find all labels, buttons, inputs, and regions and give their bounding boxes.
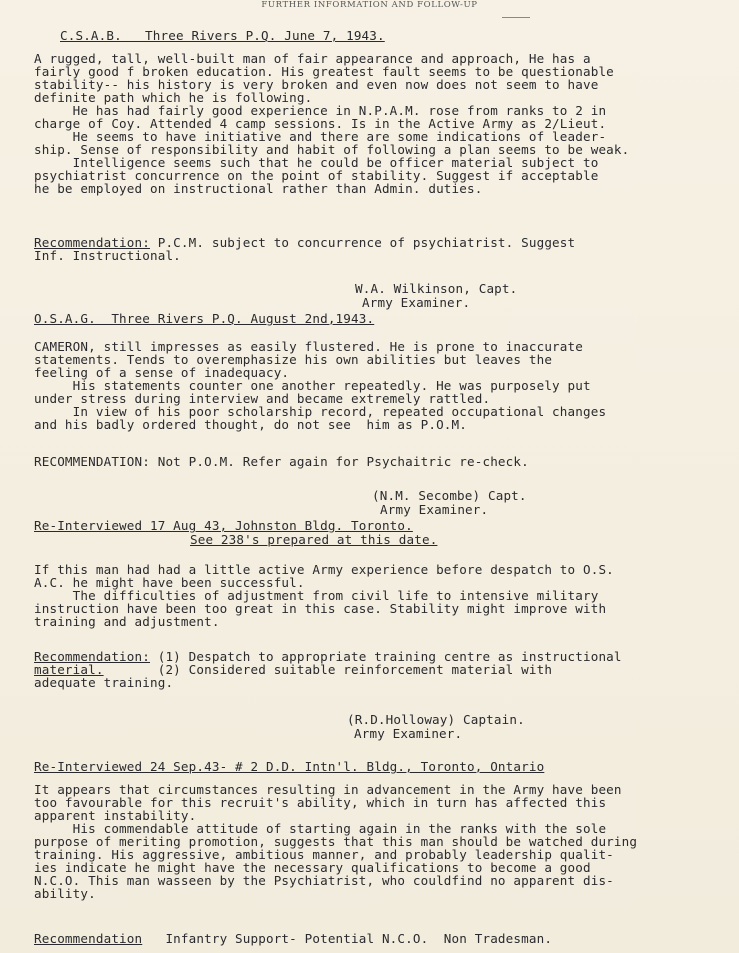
section1-rec-label: Recommendation: bbox=[34, 235, 150, 250]
section3-signature-title: Army Examiner. bbox=[354, 726, 463, 741]
section3-rec-line-3: adequate training. bbox=[34, 675, 174, 690]
section1-line-10: psychiatrist concurrence on the point of stability. Suggest if acceptable bbox=[34, 168, 599, 183]
section4-recommendation bbox=[34, 932, 552, 945]
section4-heading: Re-Interviewed 24 Sep.43- # 2 D.D. Intn'l. Bldg., Toronto, Ontario bbox=[34, 759, 545, 774]
section1-line-1: A rugged, tall, well-built man of fair appearance and approach, He has a bbox=[34, 51, 591, 66]
section2-line-7: and his badly ordered thought, do not see him as P.O.M. bbox=[34, 417, 467, 432]
section1-line-4: definite path which he is following. bbox=[34, 90, 313, 105]
section1-line-9: Intelligence seems such that he could be officer material subject to bbox=[34, 155, 599, 170]
section2-line-6: In view of his poor scholarship record, repeated occupational changes bbox=[34, 404, 607, 419]
section1-line-11: he be employed on instructional rather than Admin. duties. bbox=[34, 181, 483, 196]
page-header: FURTHER INFORMATION AND FOLLOW-UP bbox=[261, 0, 478, 10]
section3-heading: Re-Interviewed 17 Aug 43, Johnston Bldg. Toronto. bbox=[34, 518, 413, 533]
section2-signature-title: Army Examiner. bbox=[380, 502, 489, 517]
section4-line-3: apparent instability. bbox=[34, 808, 197, 823]
section1-line-5: He has had fairly good experience in N.P.A.M. rose from ranks to 2 in bbox=[34, 103, 607, 118]
section2-line-4: His statements counter one another repeatedly. He was purposely put bbox=[34, 378, 591, 393]
section1-line-2: fairly good f broken education. His greatest fault seems to be questionable bbox=[34, 64, 614, 79]
section1-signature-name: W.A. Wilkinson, Capt. bbox=[355, 281, 518, 296]
section3-line-2: A.C. he might have been successful. bbox=[34, 575, 305, 590]
section4-line-2: too favourable for this recruit's ability, which in turn has affected this bbox=[34, 795, 607, 810]
section4-line-6: training. His aggressive, ambitious manner, and probably leadership qualit- bbox=[34, 847, 614, 862]
section1-signature-title: Army Examiner. bbox=[362, 295, 471, 310]
section4-line-1: It appears that circumstances resulting in advancement in the Army have been bbox=[34, 782, 622, 797]
section3-line-1: If this man had had a little active Army experience before despatch to O.S. bbox=[34, 562, 614, 577]
section4-rec-text: Infantry Support- Potential N.C.O. Non Tradesman. bbox=[142, 931, 553, 946]
section1-rec-text: P.C.M. subject to concurrence of psychiatrist. Suggest bbox=[149, 235, 576, 250]
section3-rec-text-1: (1) Despatch to appropriate training centre as instructional bbox=[149, 649, 622, 664]
section2-line-5: under stress during interview and became extremely rattled. bbox=[34, 391, 491, 406]
section1-rec-line-2: Inf. Instructional. bbox=[34, 248, 181, 263]
section3-signature-name: (R.D.Holloway) Captain. bbox=[347, 712, 525, 727]
section4-line-5: purpose of meriting promotion, suggests that this man should be watched during bbox=[34, 834, 638, 849]
section4-line-7: ies indicate he might have the necessary qualifications to become a good bbox=[34, 860, 591, 875]
section3-subheading: See 238's prepared at this date. bbox=[190, 532, 438, 547]
section3-rec-label: Recommendation: bbox=[34, 649, 150, 664]
section2-recommendation: RECOMMENDATION: Not P.O.M. Refer again for Psychaitric re-check. bbox=[34, 454, 529, 469]
section3-rec-text-2: (2) Considered suitable reinforcement material with bbox=[103, 662, 553, 677]
section1-heading: C.S.A.B. Three Rivers P.Q. June 7, 1943. bbox=[60, 28, 385, 43]
section1-line-7: He seems to have initiative and there are some indications of leader- bbox=[34, 129, 607, 144]
section1-line-6: charge of Coy. Attended 4 camp sessions. Is in the Active Army as 2/Lieut. bbox=[34, 116, 607, 131]
section1-line-8: ship. Sense of responsibility and habit of following a plan seems to be weak. bbox=[34, 142, 630, 157]
section2-line-1: CAMERON, still impresses as easily flustered. He is prone to inaccurate bbox=[34, 339, 583, 354]
section4-line-8: N.C.O. This man wasseen by the Psychiatrist, who couldfind no apparent dis- bbox=[34, 873, 614, 888]
section3-rec-label-2: material. bbox=[34, 662, 104, 677]
section4-rec-label: Recommendation bbox=[34, 931, 143, 946]
section4-line-4: His commendable attitude of starting again in the ranks with the sole bbox=[34, 821, 607, 836]
section3-line-4: instruction have been too great in this case. Stability might improve with bbox=[34, 601, 607, 616]
section2-signature-name: (N.M. Secombe) Capt. bbox=[372, 488, 527, 503]
section4-line-9: ability. bbox=[34, 886, 96, 901]
header-rule bbox=[502, 17, 530, 18]
section3-line-5: training and adjustment. bbox=[34, 614, 220, 629]
section1-line-3: stability-- his history is very broken and even now does not seem to have bbox=[34, 77, 599, 92]
section3-line-3: The difficulties of adjustment from civil life to intensive military bbox=[34, 588, 599, 603]
section2-line-2: statements. Tends to overemphasize his own abilities but leaves the bbox=[34, 352, 553, 367]
section2-heading: O.S.A.G. Three Rivers P.Q. August 2nd,1943. bbox=[34, 311, 375, 326]
section2-line-3: feeling of a sense of inadequacy. bbox=[34, 365, 290, 380]
